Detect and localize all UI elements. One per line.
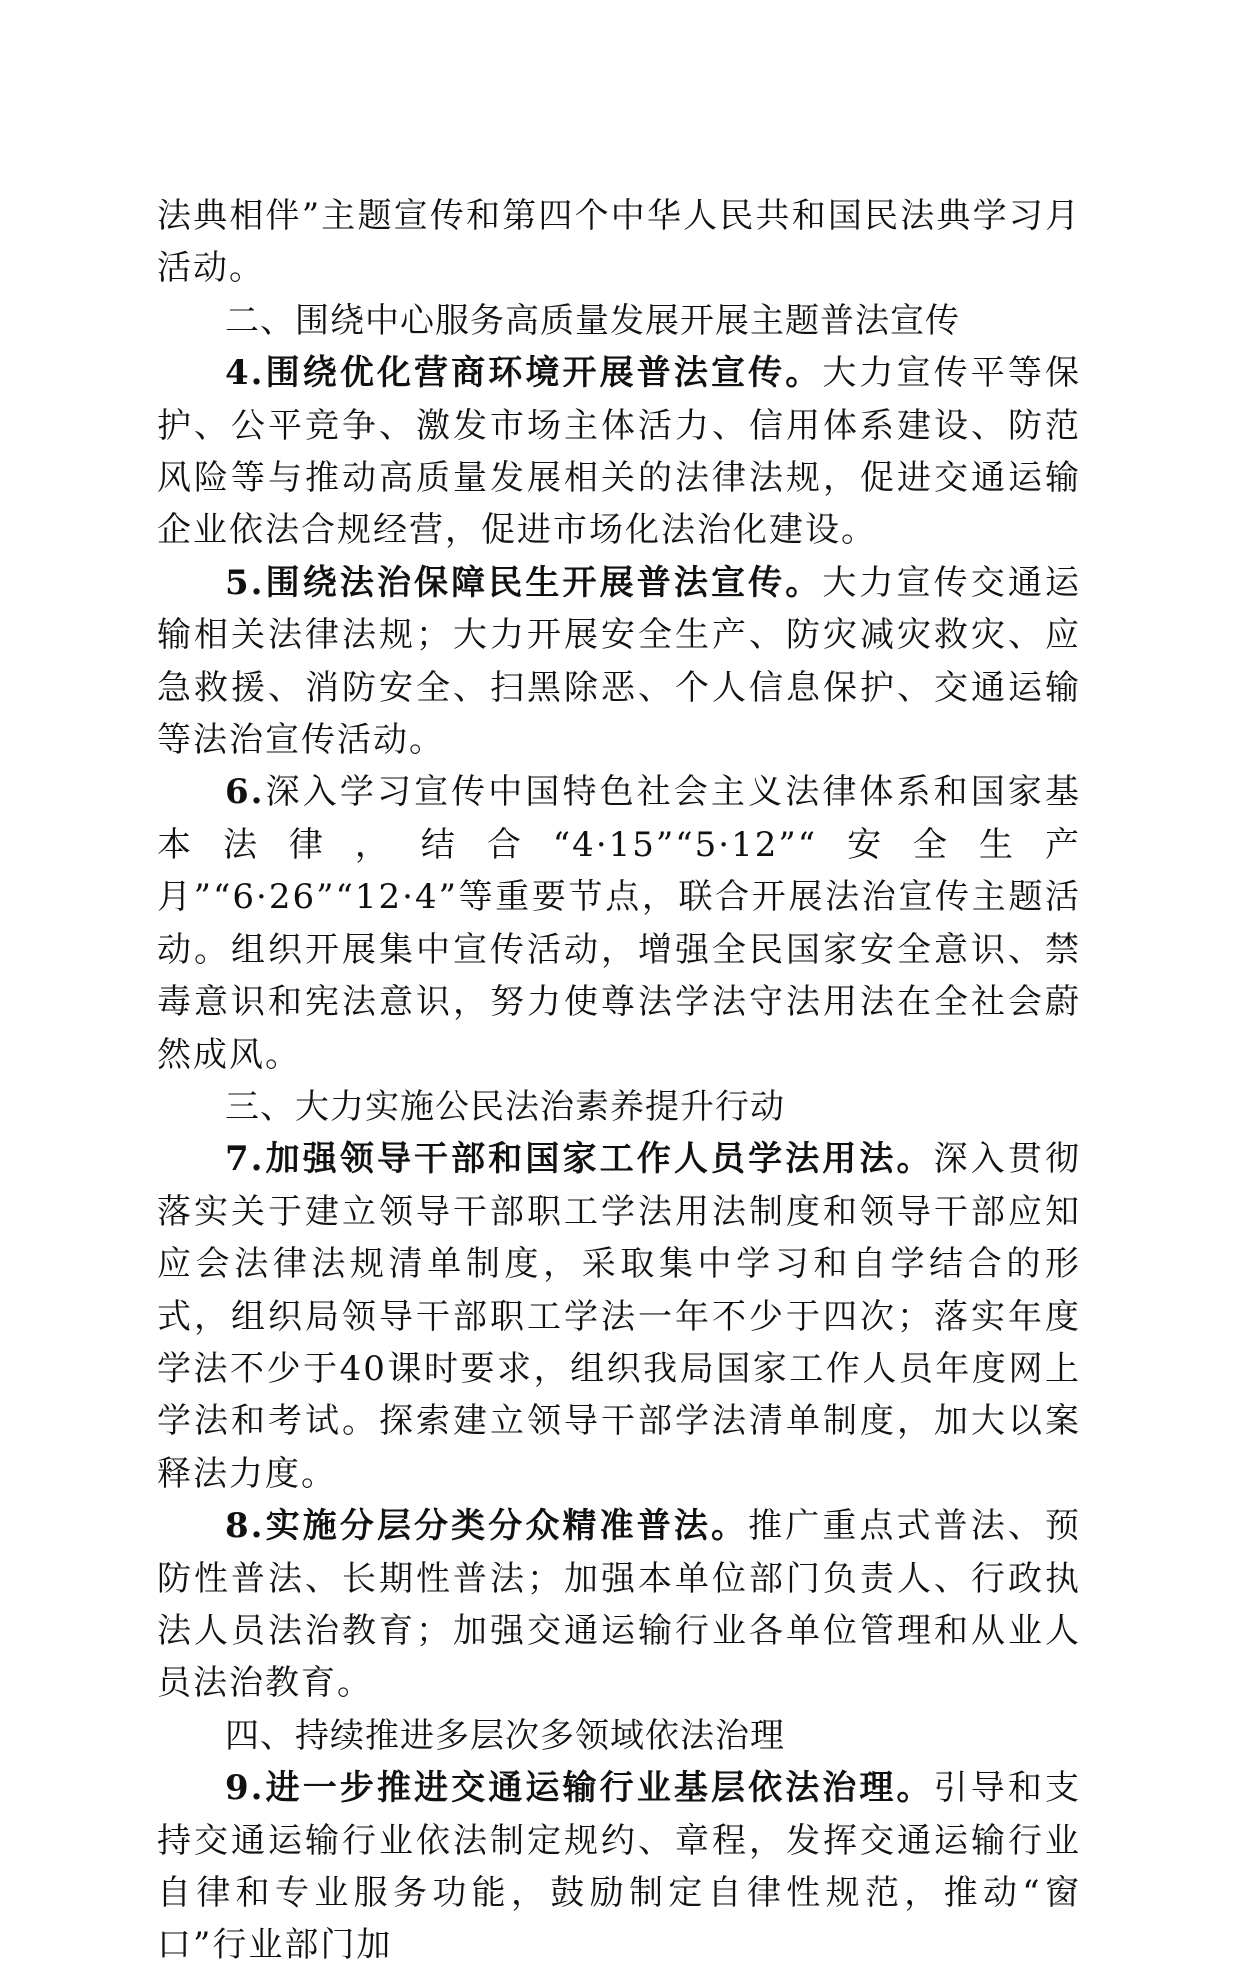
item-7-body: 深入贯彻落实关于建立领导干部职工学法用法制度和领导干部应知应会法律法规清单制度，采取集中学习和自学结合的形式，组织局领导干部职工学法一年不少于四次；落实年度学法不少于40课时要求，组织我局国家工作人员年度网上学法和考试。探索建立领导干部学法清单制度，加大以案释法力度。 [157,1139,1081,1494]
paragraph-item-7 [157,1133,1081,1500]
paragraph-continuation: 法典相伴”主题宣传和第四个中华人民共和国民法典学习月活动。 [157,196,1081,289]
item-5-title: 5.围绕法治保障民生开展普法宣传。 [225,562,823,603]
paragraph-item-4 [157,347,1081,557]
section-heading-4: 四、持续推进多层次多领域依法治理 [225,1715,785,1756]
paragraph-item-6 [157,766,1081,1080]
item-8-title: 8.实施分层分类分众精准普法。 [225,1506,749,1547]
item-8-body: 推广重点式普法、预防性普法、长期性普法；加强本单位部门负责人、行政执法人员法治教育；加强交通运输行业各单位管理和从业人员法治教育。 [157,1506,1082,1704]
item-7-title: 7.加强领导干部和国家工作人员学法用法。 [225,1139,934,1180]
section-heading-3: 三、大力实施公民法治素养提升行动 [225,1086,785,1127]
item-5-body: 大力宣传交通运输相关法律法规；大力开展安全生产、防灾减灾救灾、应急救援、消防安全、扫黑除恶、个人信息保护、交通运输等法治宣传活动。 [157,562,1081,761]
paragraph-item-9 [157,1762,1081,1972]
document-page [157,190,1081,1972]
item-9-body: 引导和支持交通运输行业依法制定规约、章程，发挥交通运输行业自律和专业服务功能，鼓励制定自律性规范，推动“窗口”行业部门加 [157,1768,1081,1966]
section-heading-2: 二、围绕中心服务高质量发展开展主题普法宣传 [225,300,960,341]
item-6-number: 6. [225,772,265,813]
paragraph-item-5 [157,557,1081,767]
paragraph-item-8 [157,1500,1081,1710]
item-4-body: 大力宣传平等保护、公平竞争、激发市场主体活力、信用体系建设、防范风险等与推动高质量发展相关的法律法规，促进交通运输企业依法合规经营，促进市场化法治化建设。 [157,353,1081,551]
item-6-body: 深入学习宣传中国特色社会主义法律体系和国家基本法律，结合“4·15”“5·12”“安全生产月”“6·26”“12·4”等重要节点，联合开展法治宣传主题活动。组织开展集中宣传活动，增强全民国家安全意识、禁毒意识和宪法意识，努力使尊法学法守法用法在全社会蔚然成风。 [157,772,1081,1075]
item-4-title: 4.围绕优化营商环境开展普法宣传。 [225,353,823,394]
item-9-title: 9.进一步推进交通运输行业基层依法治理。 [225,1768,934,1809]
